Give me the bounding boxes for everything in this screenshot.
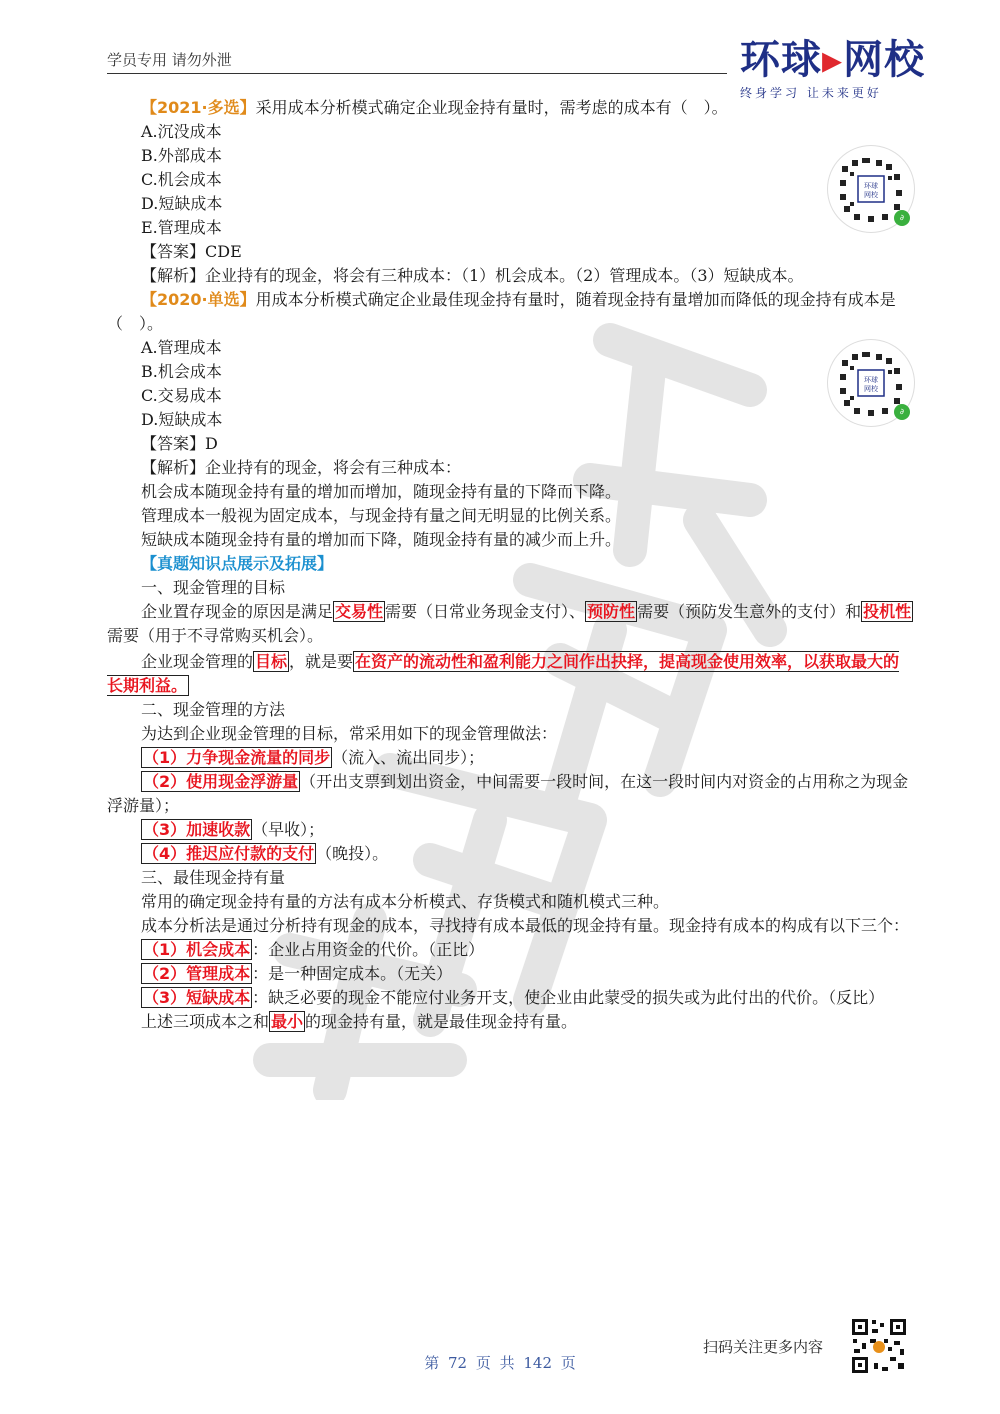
option: E.管理成本 — [141, 218, 222, 237]
methods-intro: 为达到企业现金管理的目标，常采用如下的现金管理做法： — [141, 724, 558, 743]
cost-analysis-paragraph: 成本分析法是通过分析持有现金的成本，寻找持有成本最低的现金持有量。现金持有成本的构成有以下三个： — [141, 916, 910, 935]
methods-paragraph: 常用的确定现金持有量的方法有成本分析模式、存货模式和随机模式三种。 — [141, 892, 670, 911]
logo-text-2: 网校 — [843, 37, 926, 83]
page-number: 第 72 页 共 142 页 — [424, 1354, 576, 1372]
highlight-speculation: 投机性 — [863, 602, 912, 621]
option: A.管理成本 — [141, 338, 222, 357]
option: B.外部成本 — [141, 146, 222, 165]
highlight-precaution: 预防性 — [587, 602, 636, 621]
analysis-line: 管理成本一般视为固定成本，与现金持有量之间无明显的比例关系。 — [141, 506, 622, 525]
analysis-line: 机会成本随现金持有量的增加而增加，随现金持有量的下降而下降。 — [141, 482, 622, 501]
header-divider — [107, 73, 727, 74]
section-heading-3: 三、最佳现金持有量 — [141, 868, 286, 887]
question-1-answer: 【答案】CDE — [141, 242, 242, 261]
option: D.短缺成本 — [141, 194, 223, 213]
svg-text:环球: 环球 — [864, 182, 878, 190]
section-heading-2: 二、现金管理的方法 — [141, 700, 286, 719]
logo-slogan: 终身学习 让未来更好 — [740, 86, 882, 100]
mini-program-icon: ∂ — [894, 210, 910, 226]
play-icon: ▸ — [822, 37, 844, 83]
question-1-analysis: 【解析】企业持有的现金，将会有三种成本：（1）机会成本。（2）管理成本。（3）短缺成本。 — [141, 266, 804, 285]
mini-program-icon: ∂ — [894, 404, 910, 420]
cost-item: （1）机会成本 ：企业占用资金的代价。（正比） — [143, 940, 485, 959]
question-2-analysis: 【解析】企业持有的现金，将会有三种成本： — [141, 458, 462, 477]
method-item: （1）力争现金流量的同步 （流入、流出同步）； — [143, 748, 485, 767]
knowledge-section-title: 【真题知识点展示及拓展】 — [141, 554, 334, 573]
section-heading-1: 一、现金管理的目标 — [141, 578, 286, 597]
svg-text:环球: 环球 — [864, 376, 878, 384]
option: C.交易成本 — [141, 386, 222, 405]
option: D.短缺成本 — [141, 410, 223, 429]
option: C.机会成本 — [141, 170, 222, 189]
svg-text:网校: 网校 — [864, 191, 878, 199]
question-1-stem: 【2021·多选】采用成本分析模式确定企业现金持有量时，需考虑的成本有（ ）。 — [141, 98, 728, 117]
cash-reasons-paragraph: 企业置存现金的原因是满足 交易性 需要（日常业务现金支付）、 预防性 需要（预防发生意外的支付）和 投机性需要（用于不寻常购买机会）。 — [107, 602, 912, 645]
cash-goal-paragraph: 企业现金管理的 目标 ，就是要 在资产的流动性和盈利能力之间作出抉择，提高现金使用效率，以获取最大的长期利益。 — [107, 652, 900, 695]
highlight-goal: 目标 — [255, 652, 288, 671]
method-item: （2）使用现金浮游量 （开出支票到划出资金，中间需要一段时间，在这一段时间内对资金的占用称之为现金浮游量）； — [107, 772, 909, 815]
question-2-answer: 【答案】D — [141, 434, 218, 453]
optimal-cash-paragraph: 上述三项成本之和 最小 的现金持有量，就是最佳现金持有量。 — [141, 1012, 578, 1031]
analysis-line: 短缺成本随现金持有量的增加而下降，随现金持有量的减少而上升。 — [141, 530, 622, 549]
footer-scan-text: 扫码关注更多内容 — [703, 1338, 824, 1356]
question-2-tag: 【2020·单选】 — [141, 290, 256, 309]
option: B.机会成本 — [141, 362, 222, 381]
question-1-tag: 【2021·多选】 — [141, 98, 256, 117]
header-notice: 学员专用 请勿外泄 — [107, 51, 232, 69]
method-item: （4）推迟应付款的支付 （晚投）。 — [143, 844, 389, 863]
highlight-transaction: 交易性 — [335, 602, 384, 621]
option: A.沉没成本 — [141, 122, 222, 141]
highlight-minimum: 最小 — [271, 1012, 304, 1031]
cost-item: （3）短缺成本 ：缺乏必要的现金不能应付业务开支，使企业由此蒙受的损失或为此付出的代价。（反比） — [143, 988, 885, 1007]
cost-item: （2）管理成本 ：是一种固定成本。（无关） — [143, 964, 453, 983]
method-item: （3）加速收款 （早收）； — [143, 820, 325, 839]
brand-logo — [740, 37, 926, 100]
highlight-goal-statement: 在资产的流动性和盈利能力之间作出抉择，提高现金使用效率，以获取最大的长期利益。 — [107, 652, 900, 695]
question-2-stem: 【2020·单选】用成本分析模式确定企业最佳现金持有量时，随着现金持有量增加而降低的现金持有成本是（ ）。 — [107, 290, 896, 333]
document-body — [107, 96, 915, 1034]
logo-text: 环球 — [740, 37, 822, 83]
svg-text:网校: 网校 — [864, 385, 878, 393]
